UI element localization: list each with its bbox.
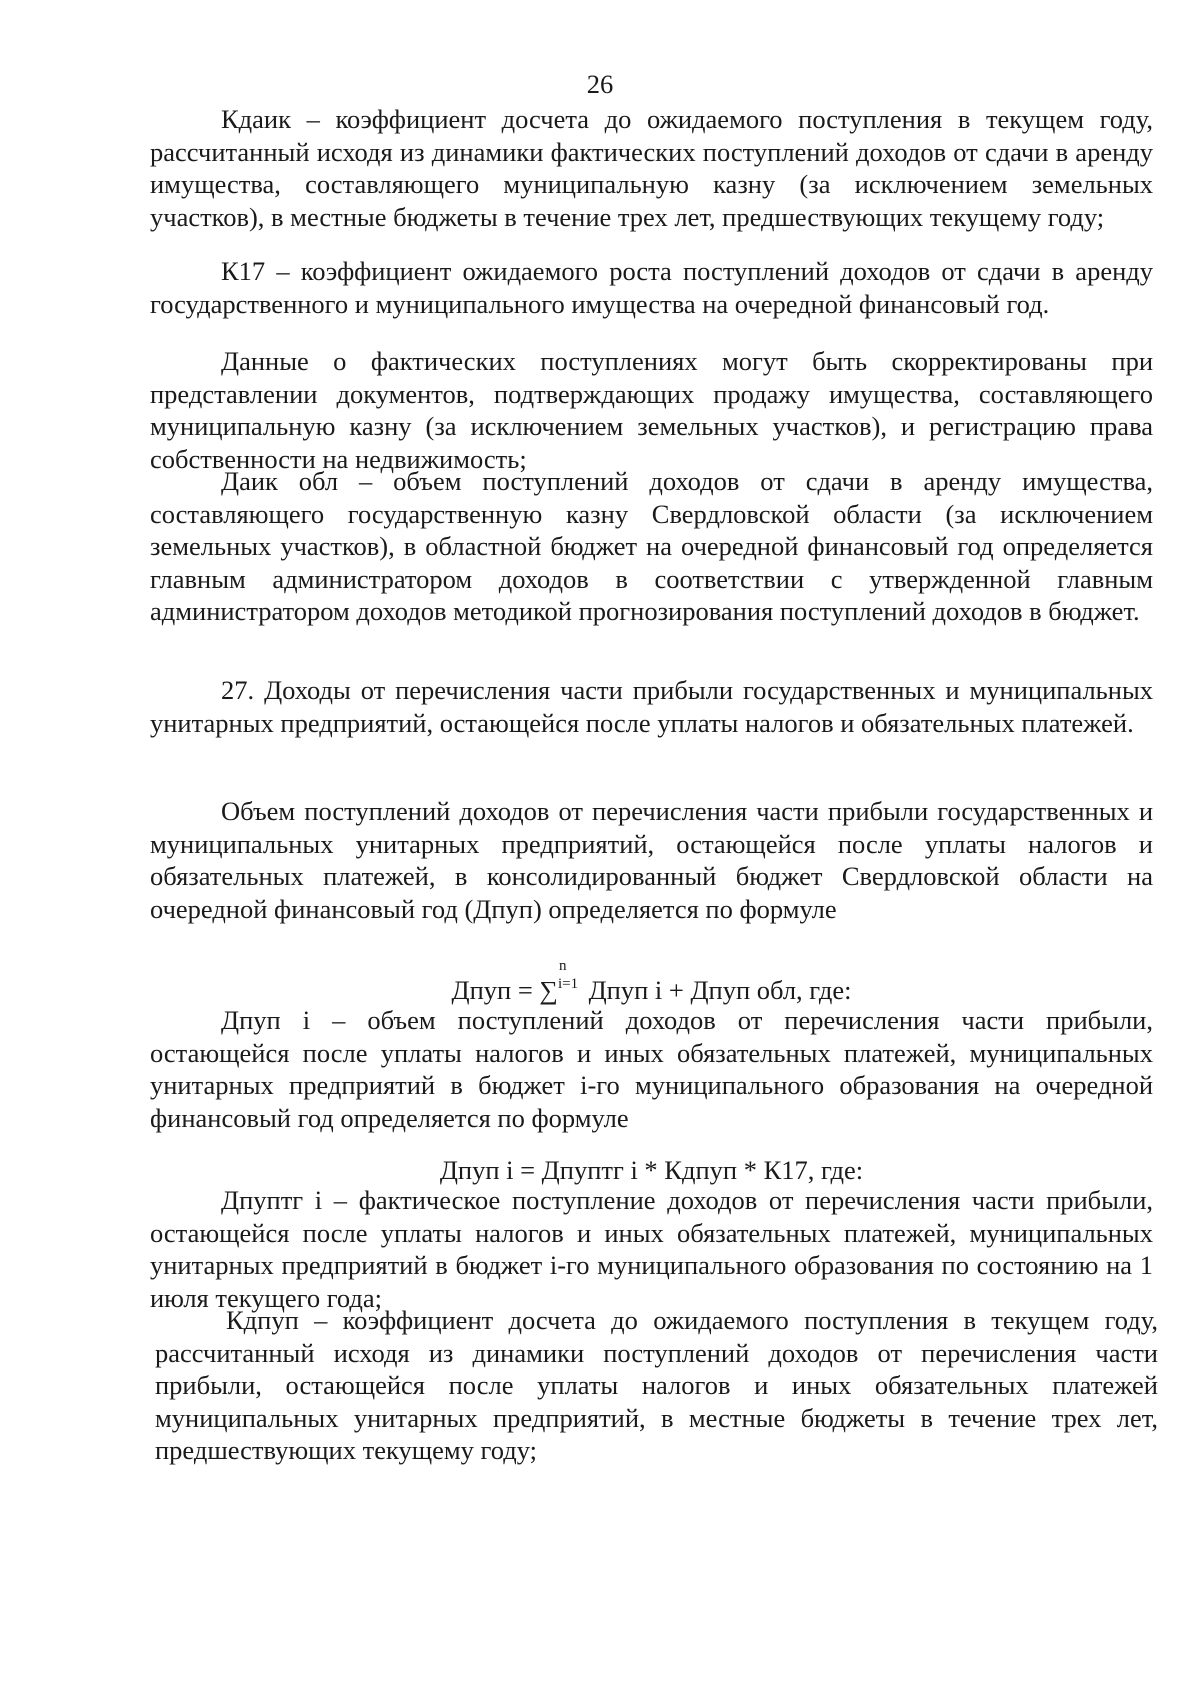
formula-rhs: Дпуп i + Дпуп обл, где:	[581, 975, 852, 1005]
paragraph-kdaik	[150, 103, 1153, 233]
formula-lhs: Дпуп =	[451, 975, 540, 1005]
formula-dpup-i-expression: Дпуп i = Дпуптг i * Кдпуп * К17, где:	[439, 1155, 864, 1185]
paragraph-dpup-volume	[150, 795, 1153, 925]
section-27-heading	[150, 674, 1153, 739]
formula-dpup-expression	[451, 958, 852, 1008]
paragraph-dpup-i	[150, 1004, 1153, 1134]
paragraph-text: Дпуп i – объем поступлений доходов от перечисления части прибыли, остающейся после уплаты налогов и иных обязательных платежей, муниципальных унитарных предприятий в бюджет i-го муниципального образования на очередной финансовый год определяется по формуле	[150, 1005, 1153, 1133]
summation-symbol: ∑	[539, 976, 558, 1005]
formula-dpup	[150, 958, 1153, 1008]
paragraph-text: Кдаик – коэффициент досчета до ожидаемого поступления в текущем году, рассчитанный исходя из динамики фактических поступлений доходов от сдачи в аренду имущества, составляющего муниципальную казну (за исключением земельных участков), в местные бюджеты в течение трех лет, предшествующих текущему году;	[150, 104, 1153, 232]
sum-lower-limit: i=1	[557, 976, 579, 992]
page-number: 26	[586, 69, 614, 99]
paragraph-daik-obl	[150, 465, 1153, 628]
paragraph-text: Даик обл – объем поступлений доходов от сдачи в аренду имущества, составляющего государственную казну Свердловской области (за исключением земельных участков), в областной бюджет на очередной финансовый год определяется главным администратором доходов в соответствии с утвержденной главным администратором доходов методикой прогнозирования поступлений доходов в бюджет.	[150, 466, 1153, 626]
paragraph-text: Данные о фактических поступлениях могут быть скорректированы при представлении документов, подтверждающих продажу имущества, составляющего муниципальную казну (за исключением земельных участков), и регистрацию права собственности на недвижимость;	[150, 346, 1153, 474]
paragraph-text: К17 – коэффициент ожидаемого роста поступлений доходов от сдачи в аренду государственного и муниципального имущества на очередной финансовый год.	[150, 256, 1153, 319]
paragraph-text: Дпуптг i – фактическое поступление доходов от перечисления части прибыли, остающейся после уплаты налогов и иных обязательных платежей, муниципальных унитарных предприятий в бюджет i-го муниципального образования по состоянию на 1 июля текущего года;	[150, 1185, 1153, 1313]
paragraph-dpuptg-i	[150, 1184, 1153, 1314]
sum-upper-limit: n	[558, 958, 567, 974]
formula-dpup-i	[150, 1154, 1153, 1187]
paragraph-text: Объем поступлений доходов от перечисления части прибыли государственных и муниципальных унитарных предприятий, остающейся после уплаты налогов и обязательных платежей, в консолидированный бюджет Свердловской области на очередной финансовый год (Дпуп) определяется по формуле	[150, 796, 1153, 924]
section-heading-text: 27. Доходы от перечисления части прибыли государственных и муниципальных унитарных предприятий, остающейся после уплаты налогов и обязательных платежей.	[150, 675, 1153, 738]
paragraph-k17	[150, 255, 1153, 320]
paragraph-text: Кдпуп – коэффициент досчета до ожидаемого поступления в текущем году, рассчитанный исходя из динамики поступлений доходов от перечисления части прибыли, остающейся после уплаты налогов и иных обязательных платежей муниципальных унитарных предприятий, в местные бюджеты в течение трех лет, предшествующих текущему году;	[155, 1305, 1158, 1465]
paragraph-actual-receipts	[150, 345, 1153, 475]
summation-limits	[557, 958, 582, 999]
paragraph-kdpup	[155, 1304, 1158, 1467]
